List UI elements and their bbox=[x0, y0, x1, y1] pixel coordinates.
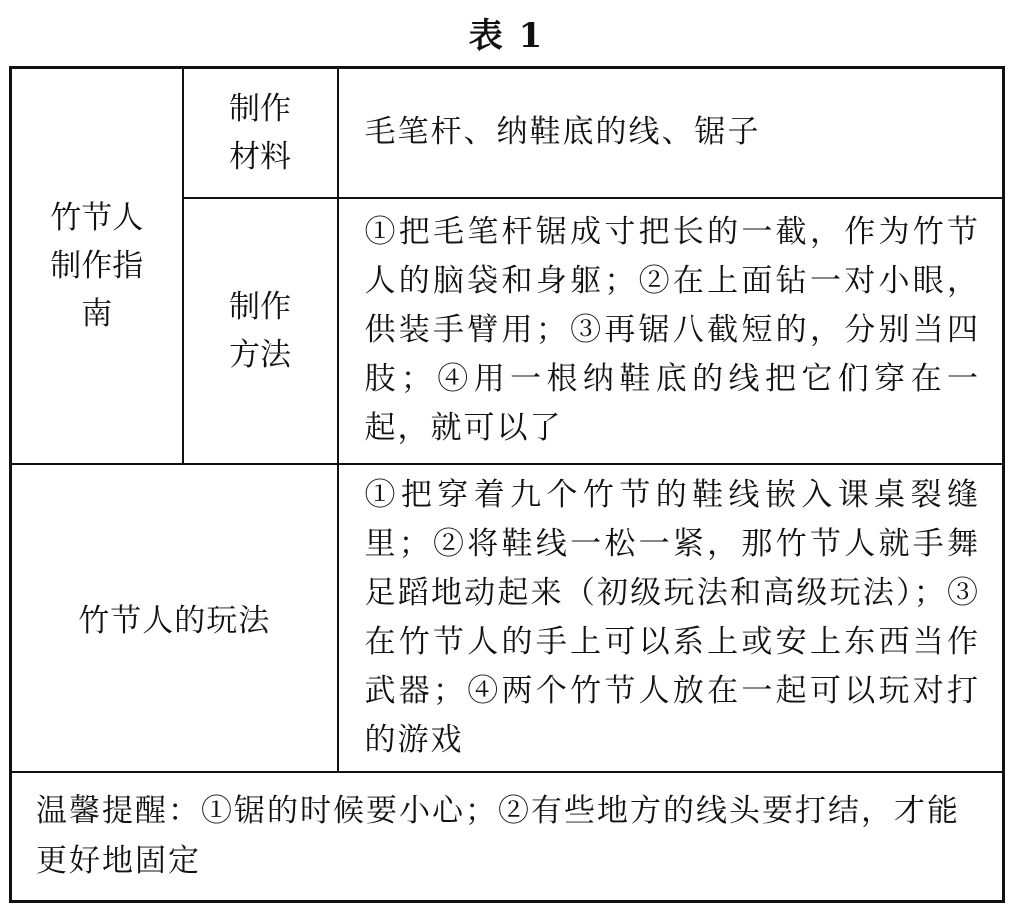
method-label-line: 方法 bbox=[229, 336, 291, 373]
method-label-line: 制作 bbox=[229, 288, 291, 325]
materials-label-line: 制作 bbox=[229, 90, 291, 127]
tip-cell: 温馨提醒：①锯的时候要小心；②有些地方的线头要打结，才能更好地固定 bbox=[11, 772, 1004, 902]
guide-label-line: 竹节人 bbox=[50, 199, 144, 236]
table-row-tip bbox=[11, 772, 1004, 902]
method-label-cell bbox=[183, 198, 338, 464]
table-title: 表 1 bbox=[468, 16, 545, 56]
table-row-play bbox=[11, 464, 1004, 772]
info-table bbox=[9, 66, 1005, 903]
materials-label-line: 材料 bbox=[229, 138, 291, 175]
guide-label-line: 制作指 bbox=[50, 247, 144, 284]
materials-label-cell bbox=[183, 68, 338, 198]
guide-label-cell bbox=[11, 68, 183, 464]
materials-content: 毛笔杆、纳鞋底的线、锯子 bbox=[338, 68, 1004, 198]
table-row-materials bbox=[11, 68, 1004, 198]
play-content: ①把穿着九个竹节的鞋线嵌入课桌裂缝里；②将鞋线一松一紧，那竹节人就手舞足蹈地动起来（初级玩法和高级玩法）；③在竹节人的手上可以系上或安上东西当作武器；④两个竹节人放在一起可以玩对打的游戏 bbox=[338, 464, 1004, 772]
play-label-cell: 竹节人的玩法 bbox=[11, 464, 338, 772]
guide-label-line: 南 bbox=[81, 295, 113, 332]
method-content: ①把毛笔杆锯成寸把长的一截，作为竹节人的脑袋和身躯；②在上面钻一对小眼，供装手臂用；③再锯八截短的，分别当四肢；④用一根纳鞋底的线把它们穿在一起，就可以了 bbox=[338, 198, 1004, 464]
